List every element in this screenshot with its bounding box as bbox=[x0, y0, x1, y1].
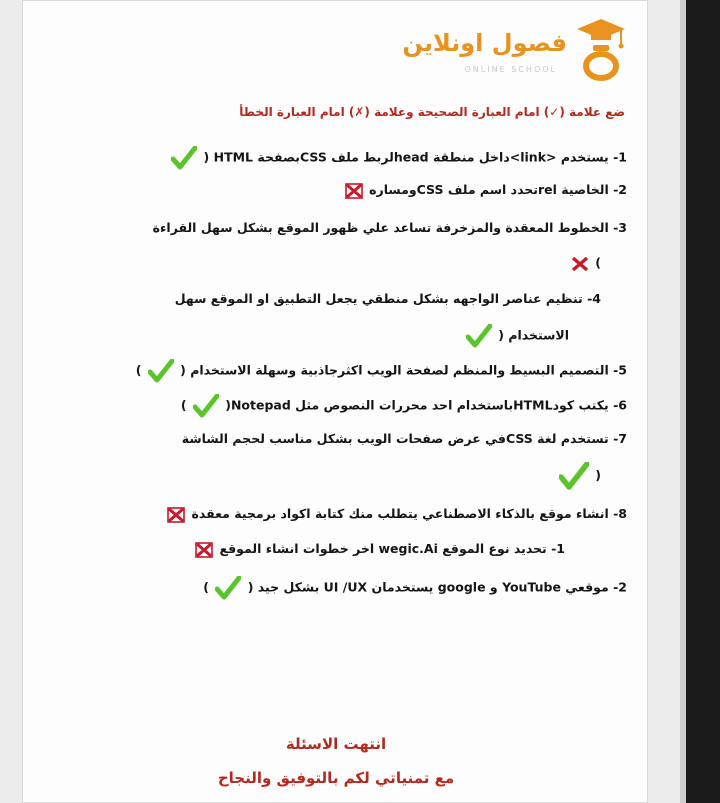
question-text: 3- الخطوط المعقدة والمزخرفة تساعد علي ظهور الموقع بشكل سهل القراءة bbox=[152, 220, 627, 235]
question-3-continuation bbox=[569, 255, 601, 272]
question-4 bbox=[175, 291, 601, 306]
question-tail: ) bbox=[180, 397, 187, 413]
question-text: 7- تستخدم لغة CSSفي عرض صفحات الويب بشكل مناسب لحجم الشاشة bbox=[181, 431, 627, 446]
question-text: 4- تنظيم عناصر الواجهه بشكل منطقي يجعل التطبيق او الموقع سهل bbox=[174, 291, 601, 306]
instruction-text: ضع علامة (✓) امام العبارة الصحيحة وعلامة (✗) امام العبارة الخطأ bbox=[239, 105, 625, 119]
question-6 bbox=[181, 394, 627, 418]
logo-title: فصول اونلاين bbox=[402, 29, 567, 57]
check-mark-icon bbox=[193, 394, 219, 418]
question-4-continuation bbox=[464, 324, 569, 348]
cross-mark-icon bbox=[571, 256, 589, 272]
viewer-side-bar[interactable] bbox=[686, 0, 720, 803]
logo-subtitle: ONLINE SCHOOL bbox=[464, 65, 557, 74]
school-logo bbox=[402, 15, 629, 83]
question-text: 2- موقعي YouTube و google يستخدمان UI /UX بشكل جيد ( bbox=[247, 579, 627, 595]
question-text: 8- انشاء موقع بالذكاء الاصطناعي يتطلب منك كتابة اكواد برمجية معقدة bbox=[191, 506, 627, 521]
question-2 bbox=[343, 182, 627, 199]
question-tail: ) bbox=[135, 362, 142, 378]
question-tail: ) bbox=[595, 255, 601, 270]
footer-wishes-text: مع تمنياتي لكم بالتوفيق والنجاح bbox=[217, 769, 455, 787]
question-5 bbox=[136, 359, 627, 383]
check-mark-icon bbox=[559, 462, 589, 490]
question-text: 1- تحديد نوع الموقع wegic.Ai اخر خطوات انشاء الموقع bbox=[219, 541, 565, 556]
question-3 bbox=[153, 220, 627, 235]
question-10 bbox=[203, 576, 627, 600]
question-text: 1- يستخدم <link>داخل منطقة headلربط ملف CSSبصفحة HTML ( bbox=[203, 149, 627, 165]
question-text: 5- التصميم البسيط والمنظم لصفحة الويب اكثرجاذبية وسهلة الاستخدام ( bbox=[180, 362, 627, 378]
question-1 bbox=[169, 146, 627, 170]
check-mark-icon bbox=[215, 576, 241, 600]
question-tail: ) bbox=[203, 579, 209, 595]
cross-mark-icon bbox=[195, 542, 213, 558]
worksheet-page bbox=[22, 0, 648, 803]
question-7 bbox=[182, 431, 627, 446]
question-tail: ( bbox=[595, 467, 601, 483]
question-text: 6- يكتب كودHTMLباستخدام احد محررات النصوص مثل Notepad( bbox=[225, 397, 627, 413]
check-mark-icon bbox=[148, 359, 174, 383]
check-mark-icon bbox=[171, 146, 197, 170]
footer-end-text: انتهت الاسئلة bbox=[285, 735, 387, 753]
question-tail: الاستخدام ( bbox=[498, 327, 569, 343]
graduation-cap-icon bbox=[573, 15, 629, 81]
cross-mark-icon bbox=[345, 183, 363, 199]
question-8 bbox=[165, 506, 627, 523]
question-text: 2- الخاصية relتحدد اسم ملف CSSومساره bbox=[369, 182, 627, 197]
cross-mark-icon bbox=[167, 507, 185, 523]
question-7-continuation bbox=[557, 462, 601, 490]
question-9 bbox=[193, 541, 565, 558]
check-mark-icon bbox=[466, 324, 492, 348]
